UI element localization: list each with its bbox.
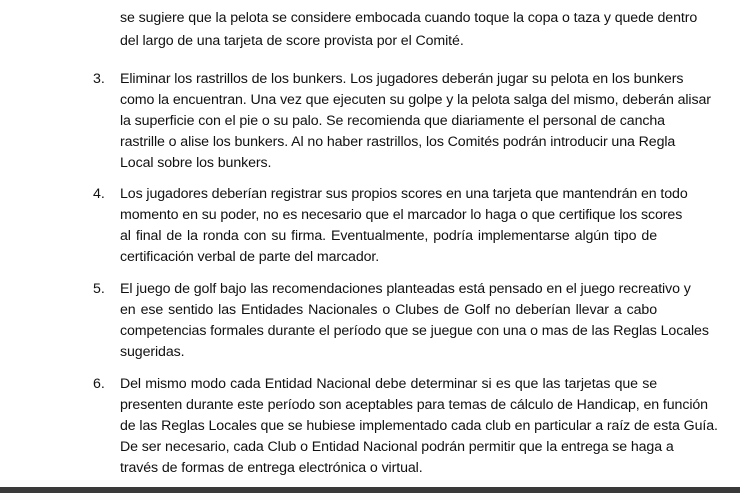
- text-line: través de formas de entrega electrónica o virtual.: [120, 460, 423, 476]
- list-number: 4.: [93, 186, 105, 202]
- text-line: Del mismo modo cada Entidad Nacional debe determinar si es que las tarjetas que se: [120, 376, 657, 392]
- text-line: competencias formales durante el período que se juegue con una o mas de las Reglas Locales: [120, 323, 709, 339]
- list-number: 5.: [93, 281, 105, 297]
- list-number: 6.: [93, 376, 105, 392]
- page-bottom-border: [0, 487, 740, 493]
- text-line: certificación verbal de parte del marcador.: [120, 249, 380, 265]
- text-line: Eliminar los rastrillos de los bunkers. Los jugadores deberán jugar su pelota en los bunkers: [120, 71, 684, 87]
- text-line: en ese sentido las Entidades Nacionales o Clubes de Golf no deberían llevar a cabo: [120, 302, 657, 318]
- text-line: de las Reglas Locales que se hubiese implementado cada club en particular a raíz de esta Guía.: [120, 418, 718, 434]
- text-line: sugeridas.: [120, 344, 185, 360]
- text-line: El juego de golf bajo las recomendaciones planteadas está pensado en el juego recreativo y: [120, 281, 691, 297]
- text-line: Los jugadores deberían registrar sus propios scores en una tarjeta que mantendrán en todo: [120, 186, 688, 202]
- text-line: rastrille o alise los bunkers. Al no haber rastrillos, los Comités podrán introducir una Regla: [120, 134, 676, 150]
- list-number: 3.: [93, 71, 105, 87]
- text-line: se sugiere que la pelota se considere embocada cuando toque la copa o taza y quede dentro: [120, 10, 698, 26]
- text-line: presenten durante este período son aceptables para temas de cálculo de Handicap, en función: [120, 397, 708, 413]
- text-line: del largo de una tarjeta de score provista por el Comité.: [120, 33, 464, 49]
- text-line: al final de la ronda con su firma. Eventualmente, podría implementarse algún tipo de: [120, 228, 657, 244]
- text-line: la superficie con el pie o su palo. Se recomienda que diariamente el personal de cancha: [120, 113, 665, 129]
- text-line: como la encuentran. Una vez que ejecuten su golpe y la pelota salga del mismo, deberán alisar: [120, 92, 711, 108]
- text-line: De ser necesario, cada Club o Entidad Nacional podrán permitir que la entrega se haga a: [120, 439, 674, 455]
- text-line: Local sobre los bunkers.: [120, 155, 272, 171]
- text-line: momento en su poder, no es necesario que el marcador lo haga o que certifique los scores: [120, 207, 683, 223]
